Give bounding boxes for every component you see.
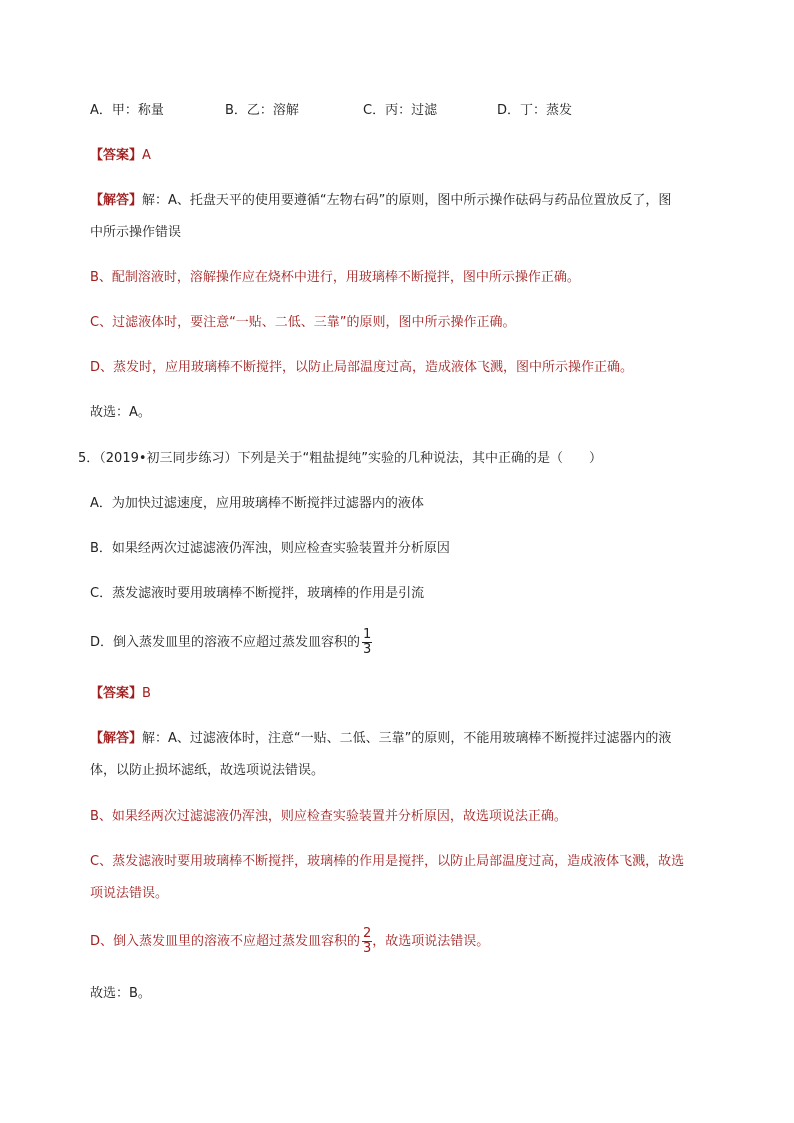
q5-conclusion: 故选：B。 [90,986,151,1001]
q5-answer [90,685,151,703]
q5-option-d [90,626,372,660]
q4-option-a: A．甲：称量 [90,103,164,118]
fraction-numerator: 2 [363,926,372,941]
q4-analysis-tag: 【解答】 [90,193,143,208]
q4-options [90,102,690,120]
q5-analysis-d-tail: ，故选项说法错误。 [372,934,490,949]
q5-analysis-c2: 项说法错误。 [90,886,169,901]
q5-option-d-text: D．倒入蒸发皿里的溶液不应超过蒸发皿容积的 [90,635,361,650]
q4-analysis-line2: 中所示操作错误 [90,225,182,240]
q5-analysis-tag: 【解答】 [90,731,143,746]
q4-analysis-b: B、配制溶液时，溶解操作应在烧杯中进行，用玻璃棒不断搅拌，图中所示操作正确。 [90,270,580,285]
q5-answer-tag: 【答案】 [90,686,143,701]
q4-option-c: C．丙：过滤 [363,103,438,118]
q4-answer-tag: 【答案】 [90,148,143,163]
q4-option-b: B．乙：溶解 [225,103,299,118]
q4-answer-value: A [142,148,151,163]
fraction-numerator: 1 [363,627,372,642]
q5-option-a: A．为加快过滤速度，应用玻璃棒不断搅拌过滤器内的液体 [90,496,424,511]
q5-option-d-fraction [362,628,372,657]
q4-analysis-c: C、过滤液体时，要注意“一贴、二低、三靠”的原则，图中所示操作正确。 [90,315,516,330]
q5-analysis-d-text: D、倒入蒸发皿里的溶液不应超过蒸发皿容积的 [90,934,361,949]
q4-option-d: D．丁：蒸发 [497,103,573,118]
q4-analysis-a-text: 解：A、托盘天平的使用要遵循“左物右码”的原则，图中所示操作砝码与药品位置放反了，图 [142,193,672,208]
q4-analysis-d: D、蒸发时，应用玻璃棒不断搅拌，以防止局部温度过高，造成液体飞溅，图中所示操作正确。 [90,360,634,375]
q5-answer-value: B [142,686,151,701]
q5-analysis-d [90,925,489,959]
q4-conclusion: 故选：A。 [90,405,151,420]
q5-analysis-d-fraction [362,927,372,956]
q5-analysis-line1 [90,730,671,748]
q5-option-b: B．如果经两次过滤滤液仍浑浊，则应检查实验装置并分析原因 [90,541,450,556]
q5-stem: 5．（2019•初三同步练习）下列是关于“粗盐提纯”实验的几种说法，其中正确的是（ ） [78,451,602,466]
q5-analysis-a-text: 解：A、过滤液体时，注意“一贴、二低、三靠”的原则，不能用玻璃棒不断搅拌过滤器内的液 [142,731,672,746]
q4-answer [90,147,151,165]
q4-analysis-line1 [90,192,671,210]
fraction-denominator: 3 [363,642,372,657]
q5-option-c: C．蒸发滤液时要用玻璃棒不断搅拌，玻璃棒的作用是引流 [90,586,425,601]
q5-analysis-b: B、如果经两次过滤滤液仍浑浊，则应检查实验装置并分析原因，故选项说法正确。 [90,809,567,824]
q5-analysis-line2: 体，以防止损坏滤纸，故选项说法错误。 [90,763,325,778]
q5-analysis-c1: C、蒸发滤液时要用玻璃棒不断搅拌，玻璃棒的作用是搅拌，以防止局部温度过高，造成液体飞溅，故选 [90,854,685,869]
fraction-denominator: 3 [363,941,372,956]
